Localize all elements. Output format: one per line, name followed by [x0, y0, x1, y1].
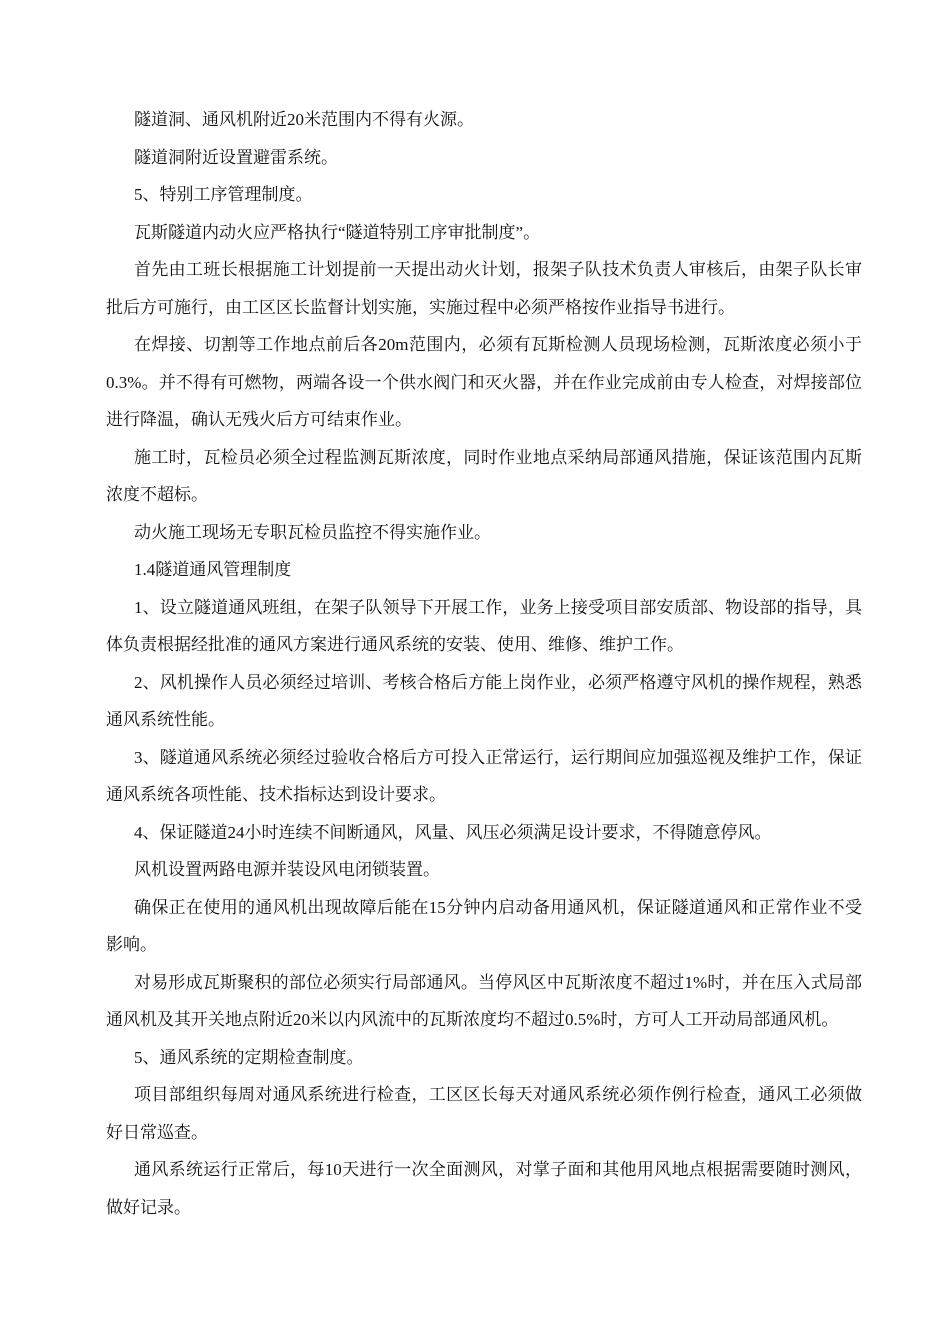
text-line: 浓度不超标。 [106, 485, 208, 504]
text-line: 在焊接、切割等工作地点前后各20m范围内，必须有瓦斯检测人员现场检测，瓦斯浓度必须小于 [134, 335, 862, 354]
text-line: 1、设立隧道通风班组，在架子队领导下开展工作，业务上接受项目部安质部、物设部的指导，具 [134, 597, 862, 617]
text-line: 2、风机操作人员必须经过培训、考核合格后方能上岗作业，必须严格遵守风机的操作规程，熟悉 [134, 672, 862, 692]
paragraph [106, 739, 862, 814]
text-line: 批后方可施行，由工区区长监督计划实施，实施过程中必须严格按作业指导书进行。 [106, 297, 735, 317]
text-line: 首先由工班长根据施工计划提前一天提出动火计划，报架子队技术负责人审核后，由架子队长审 [134, 260, 862, 279]
paragraph [106, 439, 862, 514]
paragraph [106, 514, 862, 552]
paragraph [106, 1076, 862, 1151]
section-heading [106, 551, 862, 589]
text-line: 影响。 [106, 935, 157, 954]
text-line: 动火施工现场无专职瓦检员监控不得实施作业。 [134, 522, 491, 542]
text-line: 通风系统性能。 [106, 710, 225, 729]
text-line: 4、保证隧道24小时连续不间断通风，风量、风压必须满足设计要求，不得随意停风。 [134, 822, 772, 842]
paragraph [106, 214, 862, 252]
paragraph [106, 589, 862, 664]
text-line: 通风机及其开关地点附近20米以内风流中的瓦斯浓度均不超过0.5%时，方可人工开动局部通风机。 [106, 1010, 839, 1029]
paragraph [106, 101, 862, 139]
paragraph [106, 851, 862, 889]
text-line: 确保正在使用的通风机出现故障后能在15分钟内启动备用通风机，保证隧道通风和正常作业不受 [134, 897, 862, 917]
text-line: 通风系统各项性能、技术指标达到设计要求。 [106, 785, 446, 804]
text-line: 0.3%。并不得有可燃物，两端各设一个供水阀门和灭火器，并在作业完成前由专人检查，对焊接部位 [106, 372, 862, 392]
text-line: 隧道洞、通风机附近20米范围内不得有火源。 [134, 110, 474, 129]
paragraph [106, 1151, 862, 1226]
text-line: 隧道洞附近设置避雷系统。 [134, 147, 338, 167]
document-body [106, 101, 862, 1226]
text-line: 施工时，瓦检员必须全过程监测瓦斯浓度，同时作业地点采纳局部通风措施，保证该范围内瓦斯 [134, 447, 862, 467]
section-heading [106, 176, 862, 214]
heading-text: 5、特别工序管理制度。 [134, 185, 313, 204]
text-line: 对易形成瓦斯聚积的部位必须实行局部通风。当停风区中瓦斯浓度不超过1%时，并在压入式局部 [134, 972, 862, 992]
section-heading [106, 1039, 862, 1077]
text-line: 通风系统运行正常后，每10天进行一次全面测风，对掌子面和其他用风地点根据需要随时测风， [134, 1160, 862, 1179]
text-line: 3、隧道通风系统必须经过验收合格后方可投入正常运行，运行期间应加强巡视及维护工作，保证 [134, 747, 862, 767]
text-line: 做好记录。 [106, 1197, 191, 1217]
text-line: 风机设置两路电源并装设风电闭锁装置。 [134, 860, 440, 879]
paragraph [106, 326, 862, 439]
text-line: 体负责根据经批准的通风方案进行通风系统的安装、使用、维修、维护工作。 [106, 635, 684, 654]
heading-text: 1.4隧道通风管理制度 [134, 560, 292, 579]
heading-text: 5、通风系统的定期检查制度。 [134, 1047, 364, 1067]
text-line: 瓦斯隧道内动火应严格执行“隧道特别工序审批制度”。 [134, 222, 541, 242]
text-line: 好日常巡查。 [106, 1122, 208, 1142]
text-line: 项目部组织每周对通风系统进行检查，工区区长每天对通风系统必须作例行检查，通风工必须做 [134, 1085, 862, 1104]
paragraph [106, 139, 862, 177]
paragraph [106, 814, 862, 852]
paragraph [106, 251, 862, 326]
paragraph [106, 964, 862, 1039]
paragraph [106, 889, 862, 964]
paragraph [106, 664, 862, 739]
text-line: 进行降温，确认无残火后方可结束作业。 [106, 410, 412, 429]
